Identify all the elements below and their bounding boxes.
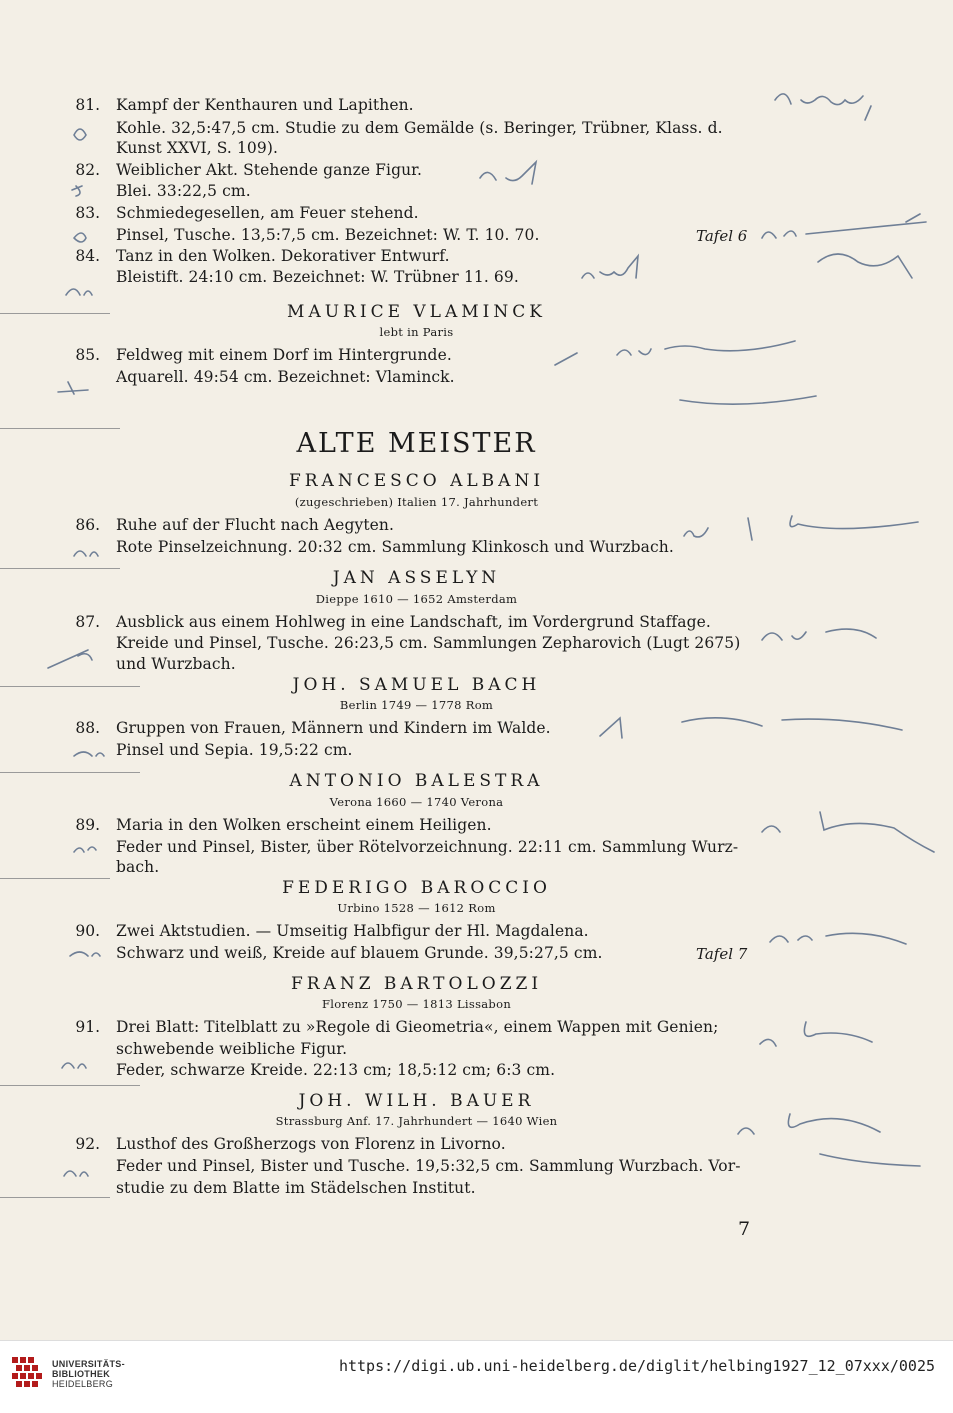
entry-title: Ausblick aus einem Hohlweg in eine Landschaft, im Vordergrund Staffage. bbox=[116, 613, 711, 631]
entry-details: studie zu dem Blatte im Städelschen Institut. bbox=[116, 1179, 476, 1197]
margin-note bbox=[74, 129, 86, 140]
permalink-url[interactable]: https://digi.ub.uni-heidelberg.de/diglit/helbing1927_12_07xxx/0025 bbox=[338, 1357, 935, 1375]
artist-info: Florenz 1750 — 1813 Lissabon bbox=[321, 997, 512, 1011]
artist-info: Dieppe 1610 — 1652 Amsterdam bbox=[315, 592, 518, 606]
entry-number: 83. bbox=[75, 204, 100, 222]
entry-title: Gruppen von Frauen, Männern und Kindern im Walde. bbox=[116, 719, 551, 737]
entry-title: Weiblicher Akt. Stehende ganze Figur. bbox=[116, 161, 423, 179]
entry-title: Zwei Aktstudien. — Umseitig Halbfigur der Hl. Magdalena. bbox=[116, 922, 589, 940]
digitization-footer bbox=[0, 1340, 953, 1413]
artist-name: JOH. WILH. BAUER bbox=[298, 1091, 535, 1111]
artist-name: MAURICE VLAMINCK bbox=[287, 302, 546, 322]
artist-name: FEDERIGO BAROCCIO bbox=[282, 878, 551, 898]
margin-note bbox=[74, 847, 96, 852]
entry-details: Pinsel und Sepia. 19,5:22 cm. bbox=[116, 741, 353, 759]
entry-number: 87. bbox=[75, 613, 100, 631]
entry-number: 84. bbox=[75, 247, 100, 265]
margin-note bbox=[818, 254, 912, 278]
entry-details: Rote Pinselzeichnung. 20:32 cm. Sammlung Klinkosch und Wurzbach. bbox=[116, 538, 674, 556]
margin-note bbox=[70, 952, 100, 956]
artist-name: FRANZ BARTOLOZZI bbox=[290, 974, 543, 994]
margin-note bbox=[62, 1063, 86, 1068]
entry-details: Feder und Pinsel, Bister, über Rötelvorzeichnung. 22:11 cm. Sammlung Wurz- bbox=[116, 838, 739, 856]
entry-number: 90. bbox=[75, 922, 100, 940]
margin-note bbox=[582, 256, 638, 278]
entry-number: 82. bbox=[75, 161, 100, 179]
margin-note bbox=[762, 629, 876, 640]
entry-details: Feder und Pinsel, Bister und Tusche. 19,5:32,5 cm. Sammlung Wurzbach. Vor- bbox=[116, 1157, 741, 1175]
plate-reference: Tafel 7 bbox=[696, 945, 748, 963]
entry-number: 89. bbox=[75, 816, 100, 834]
entry-details: und Wurzbach. bbox=[116, 655, 236, 673]
margin-note bbox=[66, 289, 92, 295]
entry-title: Schmiedegesellen, am Feuer stehend. bbox=[116, 204, 419, 222]
margin-note bbox=[762, 812, 934, 852]
margin-note bbox=[64, 1171, 88, 1176]
artist-name: FRANCESCO ALBANI bbox=[288, 471, 545, 491]
library-name: UNIVERSITÄTS- BIBLIOTHEK HEIDELBERG bbox=[52, 1359, 125, 1389]
university-library-logo-icon bbox=[10, 1355, 48, 1393]
entry-details: Kunst XXVI, S. 109). bbox=[116, 139, 279, 157]
entry-number: 88. bbox=[75, 719, 100, 737]
entry-details: Bleistift. 24:10 cm. Bezeichnet: W. Trübner 11. 69. bbox=[116, 268, 519, 286]
margin-note bbox=[738, 1114, 920, 1166]
margin-note bbox=[770, 933, 906, 944]
entry-title: Lusthof des Großherzogs von Florenz in Livorno. bbox=[116, 1135, 506, 1153]
margin-note bbox=[74, 233, 86, 242]
margin-note bbox=[480, 162, 536, 184]
margin-note bbox=[555, 341, 795, 365]
artist-info: Verona 1660 — 1740 Verona bbox=[329, 795, 504, 809]
artist-name: ANTONIO BALESTRA bbox=[289, 771, 544, 791]
page-number: 7 bbox=[738, 1218, 751, 1240]
entry-number: 92. bbox=[75, 1135, 100, 1153]
entry-title: Tanz in den Wolken. Dekorativer Entwurf. bbox=[116, 247, 450, 265]
margin-note bbox=[680, 396, 816, 404]
entry-title: Maria in den Wolken erscheint einem Heiligen. bbox=[116, 816, 492, 834]
margin-note bbox=[74, 752, 104, 756]
entry-number: 91. bbox=[75, 1018, 100, 1036]
artist-info: Urbino 1528 — 1612 Rom bbox=[337, 901, 496, 915]
artist-info: Strassburg Anf. 17. Jahrhundert — 1640 Wien bbox=[275, 1114, 558, 1128]
margin-note bbox=[600, 718, 902, 738]
margin-note bbox=[684, 516, 918, 540]
margin-note bbox=[74, 551, 98, 556]
artist-name: JAN ASSELYN bbox=[332, 568, 501, 588]
entry-details: Pinsel, Tusche. 13,5:7,5 cm. Bezeichnet: W. T. 10. 70. bbox=[116, 226, 540, 244]
entry-details: Schwarz und weiß, Kreide auf blauem Grunde. 39,5:27,5 cm. bbox=[116, 944, 603, 962]
entry-details: Aquarell. 49:54 cm. Bezeichnet: Vlaminck. bbox=[116, 368, 455, 386]
entry-number: 81. bbox=[75, 96, 100, 114]
plate-reference: Tafel 6 bbox=[696, 227, 748, 245]
entry-title: Kampf der Kenthauren und Lapithen. bbox=[116, 96, 414, 114]
artist-name: JOH. SAMUEL BACH bbox=[292, 675, 541, 695]
artist-info: lebt in Paris bbox=[379, 325, 454, 339]
entry-details: Kreide und Pinsel, Tusche. 26:23,5 cm. Sammlungen Zepharovich (Lugt 2675) bbox=[116, 634, 741, 652]
entry-number: 86. bbox=[75, 516, 100, 534]
margin-note bbox=[48, 650, 92, 668]
entry-title: Drei Blatt: Titelblatt zu »Regole di Gieometria«, einem Wappen mit Genien; bbox=[116, 1018, 719, 1036]
entry-number: 85. bbox=[75, 346, 100, 364]
entry-details: Blei. 33:22,5 cm. bbox=[116, 182, 251, 200]
entry-title: Ruhe auf der Flucht nach Aegyten. bbox=[116, 516, 395, 534]
margin-note bbox=[72, 186, 82, 196]
artist-info: (zugeschrieben) Italien 17. Jahrhundert bbox=[294, 495, 539, 509]
margin-note bbox=[775, 94, 871, 120]
entry-details: schwebende weibliche Figur. bbox=[116, 1040, 348, 1058]
entry-details: Kohle. 32,5:47,5 cm. Studie zu dem Gemälde (s. Beringer, Trübner, Klass. d. bbox=[116, 119, 723, 137]
entry-details: bach. bbox=[116, 858, 160, 876]
artist-info: Berlin 1749 — 1778 Rom bbox=[339, 698, 494, 712]
margin-note bbox=[760, 1022, 872, 1046]
margin-note bbox=[762, 214, 926, 238]
section-title: ALTE MEISTER bbox=[296, 428, 537, 459]
entry-details: Feder, schwarze Kreide. 22:13 cm; 18,5:12 cm; 6:3 cm. bbox=[116, 1061, 556, 1079]
entry-title: Feldweg mit einem Dorf im Hintergrunde. bbox=[116, 346, 452, 364]
margin-note bbox=[58, 382, 88, 394]
